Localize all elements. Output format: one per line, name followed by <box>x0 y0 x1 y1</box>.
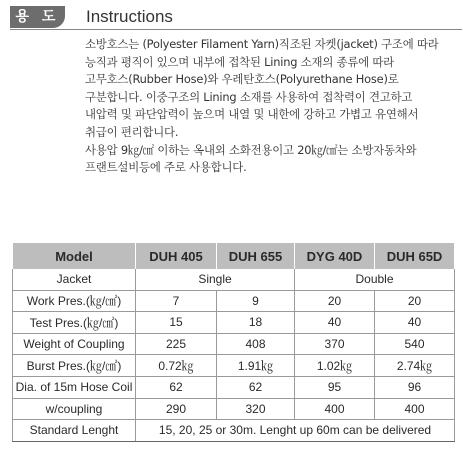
table-cell: 540 <box>375 333 455 355</box>
table-cell: 96 <box>375 376 455 398</box>
table-cell: 2.74㎏ <box>375 355 455 377</box>
header-duh405: DUH 405 <box>136 243 217 269</box>
table-cell: 408 <box>217 333 295 355</box>
table-cell: 20 <box>295 290 375 312</box>
table-row <box>13 376 455 398</box>
table-header-row <box>13 243 455 269</box>
table-cell: 62 <box>136 376 217 398</box>
table-row <box>13 333 455 355</box>
table-cell: 0.72㎏ <box>136 355 217 377</box>
table-cell: 1.02㎏ <box>295 355 375 377</box>
table-cell: 95 <box>295 376 375 398</box>
table-cell: 400 <box>295 398 375 420</box>
table-cell: 15 <box>136 312 217 334</box>
jacket-single: Single <box>136 269 295 290</box>
table-cell: 7 <box>136 290 217 312</box>
table-row <box>13 398 455 420</box>
table-cell: 20 <box>375 290 455 312</box>
table-cell: 225 <box>136 333 217 355</box>
description-line: 사용압 9㎏/㎠ 이하는 옥내외 소화전용이고 20㎏/㎠는 소방자동차와 <box>85 142 417 157</box>
row-label: Dia. of 15m Hose Coil <box>13 376 136 398</box>
section-title: Instructions <box>86 7 173 26</box>
standard-length-value: 15, 20, 25 or 30m. Lenght up 60m can be delivered <box>136 420 455 442</box>
table-row-jacket <box>13 269 455 290</box>
table-cell: 18 <box>217 312 295 334</box>
table-cell: 9 <box>217 290 295 312</box>
header-dyg40d: DYG 40D <box>295 243 375 269</box>
section-header <box>10 6 462 28</box>
description-line: 소방호스는 (Polyester Filament Yarn)직조된 자켓(jacket) 구조에 따라 <box>85 37 439 51</box>
description-line: 능직과 평직이 있으며 내부에 접착된 Lining 소재의 종류에 따라 <box>85 54 394 69</box>
row-label: Test Pres.(㎏/㎠) <box>13 312 136 334</box>
table-cell: 290 <box>136 398 217 420</box>
header-duh65d: DUH 65D <box>375 243 455 269</box>
section-tag: 용 도 <box>10 6 65 28</box>
table-cell: 370 <box>295 333 375 355</box>
table-cell: 40 <box>295 312 375 334</box>
table-row <box>13 290 455 312</box>
spec-table-container <box>12 243 454 442</box>
row-label: Weight of Coupling <box>13 333 136 355</box>
spec-table <box>12 243 455 442</box>
header-model: Model <box>13 243 136 269</box>
description-line: 고무호스(Rubber Hose)와 우레탄호스(Polyurethane Hose)로 <box>85 72 399 87</box>
description-line: 취급이 편리합니다. <box>85 124 179 139</box>
table-cell: 62 <box>217 376 295 398</box>
table-row <box>13 312 455 334</box>
header-divider <box>10 29 462 30</box>
description-text <box>85 36 457 177</box>
table-row <box>13 355 455 377</box>
table-cell: 1.91㎏ <box>217 355 295 377</box>
jacket-double: Double <box>295 269 455 290</box>
table-cell: 40 <box>375 312 455 334</box>
row-label: Work Pres.(㎏/㎠) <box>13 290 136 312</box>
description-line: 내압력 및 파단압력이 높으며 내열 및 내한에 강하고 가볍고 유연해서 <box>85 107 419 122</box>
description-line: 프랜트설비등에 주로 사용합니다. <box>85 160 247 175</box>
row-label: Standard Lenght <box>13 420 136 442</box>
description-line: 구분합니다. 이중구조의 Lining 소재를 사용하여 접착력이 견고하고 <box>85 89 413 104</box>
table-cell: 400 <box>375 398 455 420</box>
table-cell: 320 <box>217 398 295 420</box>
header-duh655: DUH 655 <box>217 243 295 269</box>
row-label: Jacket <box>13 269 136 290</box>
row-label: Burst Pres.(㎏/㎠) <box>13 355 136 377</box>
row-label: w/coupling <box>13 398 136 420</box>
table-row-standard-length <box>13 420 455 442</box>
